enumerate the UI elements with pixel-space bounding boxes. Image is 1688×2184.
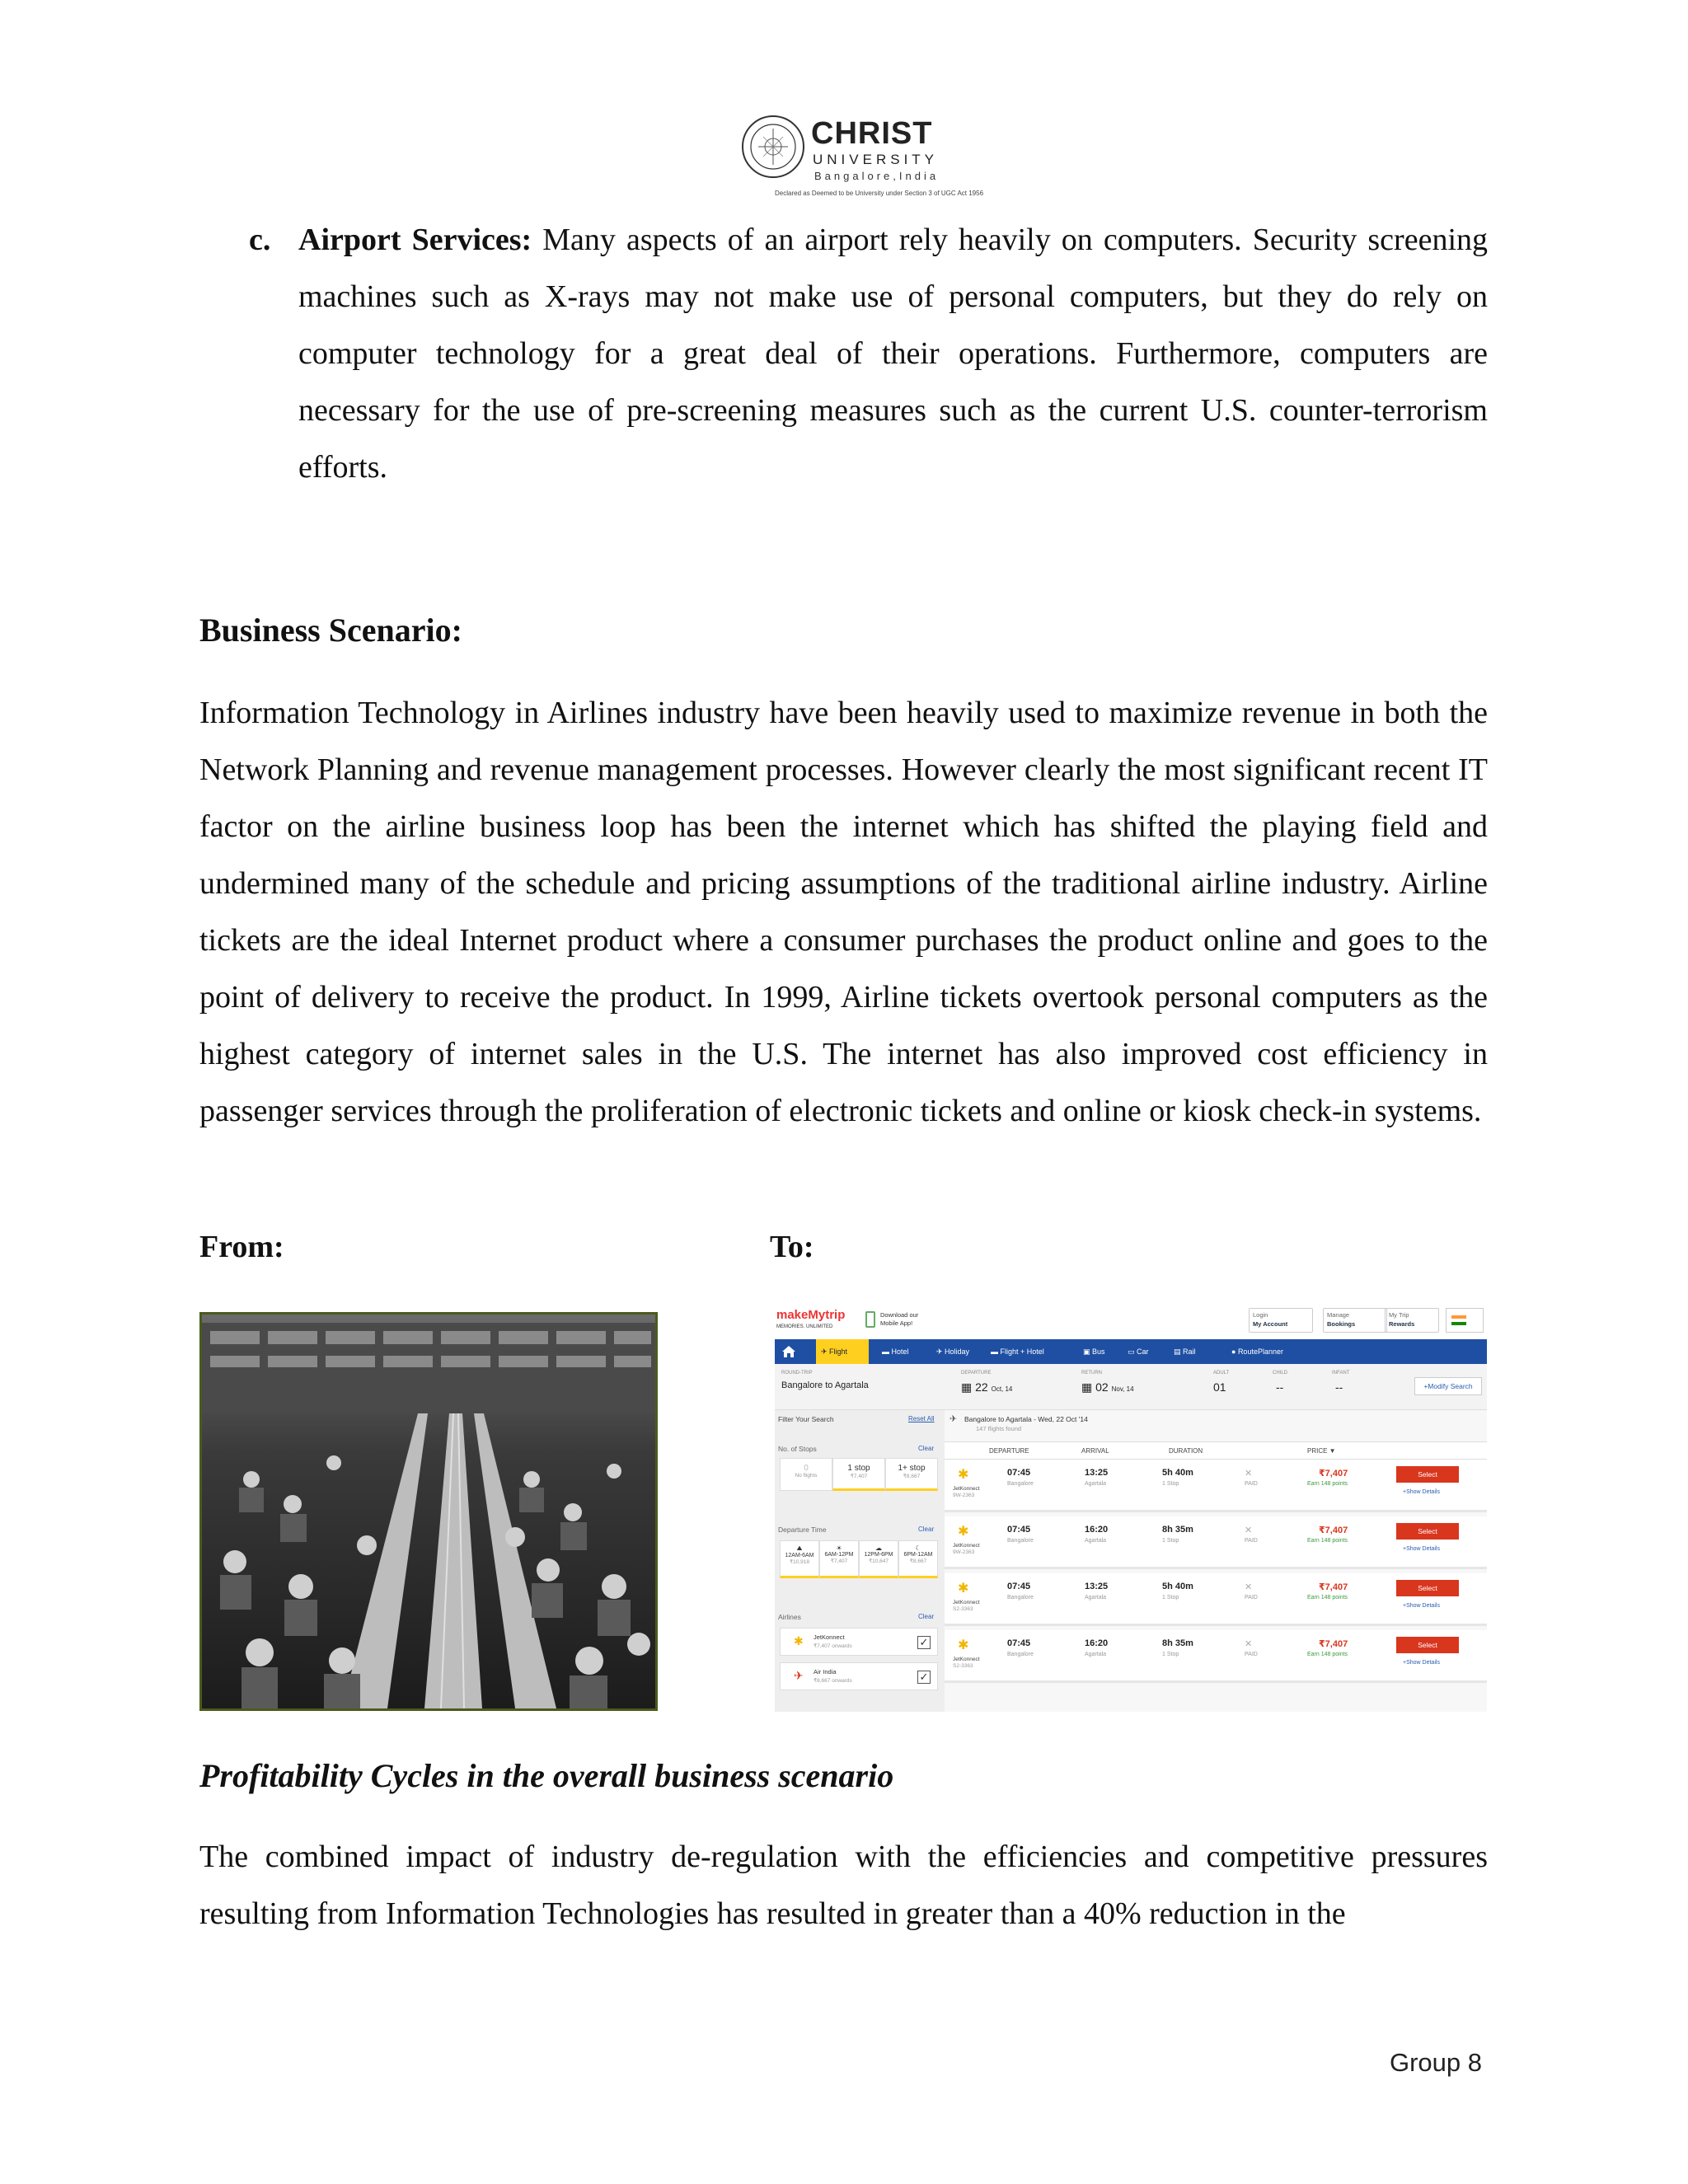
site-tagline: MEMORIES. UNLIMITED — [776, 1324, 833, 1329]
route-field[interactable]: Bangalore to Agartala — [781, 1380, 869, 1390]
results-route: Bangalore to Agartala - Wed, 22 Oct '14 — [964, 1415, 1088, 1423]
main-nav — [775, 1339, 1487, 1364]
flight-row: ✱ JetKonnect 9W-2363 07:45 Bangalore 16:20 Agartala 8h 35m 1 Stop ✕ PAID ₹7,407 Earn 148 points Select +Show Details — [945, 1516, 1487, 1569]
air-india-icon: ✈ — [794, 1669, 804, 1682]
from-label: From: — [199, 1230, 284, 1264]
university-logo — [740, 114, 984, 203]
meal-icon: ✕ — [1245, 1639, 1253, 1649]
stops-filter-0[interactable]: 0 No flights — [780, 1458, 832, 1491]
filter-sidebar — [775, 1410, 945, 1712]
airline-filter-air-india[interactable]: ✈ Air India ₹8,667 onwards ✓ — [780, 1662, 938, 1690]
select-flight-button[interactable]: Select — [1396, 1580, 1459, 1596]
adult-label: ADULT — [1213, 1371, 1230, 1376]
checkbox-checked-icon[interactable]: ✓ — [917, 1671, 931, 1684]
airlines-title: Airlines — [778, 1613, 801, 1621]
plane-icon: ✈ — [950, 1414, 958, 1424]
nav-flight-hotel[interactable]: ▬ Flight + Hotel — [991, 1347, 1044, 1356]
select-flight-button[interactable]: Select — [1396, 1523, 1459, 1540]
jet-airline-icon: ✱ — [958, 1638, 969, 1652]
business-scenario-heading: Business Scenario: — [199, 612, 462, 649]
list-marker: c. — [249, 223, 271, 257]
flight-row: ✱ JetKonnect S2-3363 07:45 Bangalore 16:20 Agartala 8h 35m 1 Stop ✕ PAID ₹7,407 Earn 148 points Select +Show Details — [945, 1630, 1487, 1683]
time-filter-2[interactable]: ☁ 12PM-6PM ₹10,647 — [859, 1540, 898, 1578]
reservation-office-photo — [199, 1312, 658, 1711]
reservation-office-illustration — [202, 1315, 655, 1708]
profitability-heading: Profitability Cycles in the overall business scenario — [199, 1757, 894, 1794]
infant-count[interactable]: -- — [1335, 1380, 1343, 1394]
clear-stops-link[interactable]: Clear — [918, 1445, 935, 1452]
child-count[interactable]: -- — [1276, 1380, 1284, 1394]
site-logo[interactable]: makeMytrip — [776, 1308, 846, 1322]
nav-holiday[interactable]: ✈ Holiday — [936, 1347, 970, 1356]
manage-bookings-button[interactable]: Manage Bookings — [1323, 1308, 1387, 1333]
nav-rail[interactable]: ▤ Rail — [1174, 1347, 1196, 1356]
departure-time-title: Departure Time — [778, 1526, 827, 1534]
clear-airlines-link[interactable]: Clear — [918, 1613, 935, 1620]
meal-icon: ✕ — [1245, 1582, 1253, 1592]
flight-booking-screenshot — [775, 1305, 1487, 1712]
profitability-paragraph: The combined impact of industry de-regulation with the efficiencies and competitive pressures resulting from Information Technologies has resulted in greater than a 40% reduction in the — [199, 1840, 1488, 1931]
adult-count[interactable]: 01 — [1213, 1380, 1226, 1394]
show-details-link[interactable]: +Show Details — [1403, 1603, 1440, 1609]
checkbox-checked-icon[interactable]: ✓ — [917, 1636, 931, 1649]
nav-bus[interactable]: ▣ Bus — [1083, 1347, 1105, 1356]
airport-services-paragraph — [298, 212, 1488, 496]
results-header — [945, 1441, 1487, 1460]
airport-services-title: Airport Services: — [298, 223, 532, 257]
col-departure[interactable]: DEPARTURE — [989, 1447, 1029, 1455]
mobile-phone-icon — [865, 1311, 875, 1328]
col-arrival[interactable]: ARRIVAL — [1081, 1447, 1109, 1455]
page-footer: Group 8 — [1390, 2048, 1483, 2077]
india-flag-icon[interactable] — [1446, 1308, 1484, 1333]
col-duration[interactable]: DURATION — [1169, 1447, 1203, 1455]
flight-row: ✱ JetKonnect S2-3363 07:45 Bangalore 13:25 Agartala 5h 40m 1 Stop ✕ PAID ₹7,407 Earn 148 points Select +Show Details — [945, 1573, 1487, 1626]
home-icon[interactable] — [781, 1345, 796, 1358]
search-summary — [775, 1364, 1487, 1410]
reset-all-link[interactable]: Reset All — [908, 1415, 935, 1422]
jet-airline-icon: ✱ — [794, 1634, 804, 1647]
time-filter-0[interactable]: ⛰ 12AM-6AM ₹10,918 — [780, 1540, 819, 1578]
to-label: To: — [770, 1230, 814, 1264]
jet-airline-icon: ✱ — [958, 1468, 969, 1482]
nav-route-planner[interactable]: ● RoutePlanner — [1231, 1347, 1283, 1356]
nav-car[interactable]: ▭ Car — [1128, 1347, 1149, 1356]
airport-services-text: Many aspects of an airport rely heavily on computers. Security screening machines such as X-rays may not make use of personal computers, but they do rely on computer technology for a great deal of their operations. Furthermore, computers are necessary for the use of pre-screening measures such as the current U.S. counter-terrorism efforts. — [298, 223, 1488, 485]
logo-location: Bangalore,India — [814, 170, 940, 182]
my-trip-rewards-button[interactable]: My Trip Rewards — [1385, 1308, 1439, 1333]
filter-title: Filter Your Search — [778, 1415, 834, 1423]
nav-hotel[interactable]: ▬ Hotel — [882, 1347, 909, 1356]
airline-filter-jetkonnect[interactable]: ✱ JetKonnect ₹7,407 onwards ✓ — [780, 1628, 938, 1656]
app-promo[interactable]: Download our Mobile App! — [880, 1311, 919, 1327]
stops-title: No. of Stops — [778, 1445, 817, 1453]
trip-type: ROUND-TRIP — [781, 1371, 813, 1376]
show-details-link[interactable]: +Show Details — [1403, 1546, 1440, 1552]
login-button[interactable]: Login My Account — [1249, 1308, 1313, 1333]
departure-label: DEPARTURE — [961, 1371, 992, 1376]
meal-icon: ✕ — [1245, 1526, 1253, 1535]
jet-airline-icon: ✱ — [958, 1525, 969, 1539]
time-filter-3[interactable]: ☾ 6PM-12AM ₹8,667 — [898, 1540, 938, 1578]
business-scenario-paragraph: Information Technology in Airlines industry have been heavily used to maximize revenue in both the Network Planning and revenue management processes. However clearly the most significant recent IT factor on the airline business loop has been the internet which has shifted the playing field and undermined many of the schedule and pricing assumptions of the traditional airline industry. Airline tickets are the ideal Internet product where a consumer purchases the product online and goes to the point of delivery to receive the product. In 1999, Airline tickets overtook personal computers as the highest category of internet sales in the U.S. The internet has also improved cost efficiency in passenger services through the proliferation of electronic tickets and online or kiosk check-in systems. — [199, 696, 1488, 1128]
logo-declaration: Declared as Deemed to be University under Section 3 of UGC Act 1956 — [775, 190, 984, 197]
modify-search-button[interactable]: +Modify Search — [1414, 1377, 1482, 1395]
stops-filter-2[interactable]: 1+ stop ₹8,667 — [885, 1458, 938, 1491]
clear-time-link[interactable]: Clear — [918, 1526, 935, 1533]
infant-label: INFANT — [1332, 1371, 1350, 1376]
results-count: 147 flights found — [976, 1425, 1022, 1432]
return-date[interactable]: ▦ 02 Nov, 14 — [1081, 1380, 1134, 1394]
show-details-link[interactable]: +Show Details — [1403, 1660, 1440, 1666]
university-emblem-icon — [740, 114, 806, 180]
meal-icon: ✕ — [1245, 1469, 1253, 1479]
logo-name: CHRIST — [811, 116, 933, 151]
logo-subtitle: UNIVERSITY — [813, 152, 939, 167]
jet-airline-icon: ✱ — [958, 1582, 969, 1596]
child-label: CHILD — [1273, 1371, 1288, 1376]
col-price[interactable]: PRICE ▼ — [1302, 1442, 1390, 1463]
show-details-link[interactable]: +Show Details — [1403, 1489, 1440, 1495]
select-flight-button[interactable]: Select — [1396, 1637, 1459, 1653]
stops-filter-1[interactable]: 1 stop ₹7,407 — [832, 1458, 885, 1491]
departure-date[interactable]: ▦ 22 Oct, 14 — [961, 1380, 1013, 1394]
results-panel — [945, 1410, 1487, 1712]
nav-flight[interactable]: ✈ Flight — [821, 1347, 848, 1356]
time-filter-1[interactable]: ☀ 6AM-12PM ₹7,407 — [819, 1540, 859, 1578]
return-label: RETURN — [1081, 1371, 1102, 1376]
select-flight-button[interactable]: Select — [1396, 1466, 1459, 1483]
flight-row: ✱ JetKonnect 9W-2363 07:45 Bangalore 13:25 Agartala 5h 40m 1 Stop ✕ PAID ₹7,407 Earn 148 points Select +Show Details — [945, 1460, 1487, 1512]
